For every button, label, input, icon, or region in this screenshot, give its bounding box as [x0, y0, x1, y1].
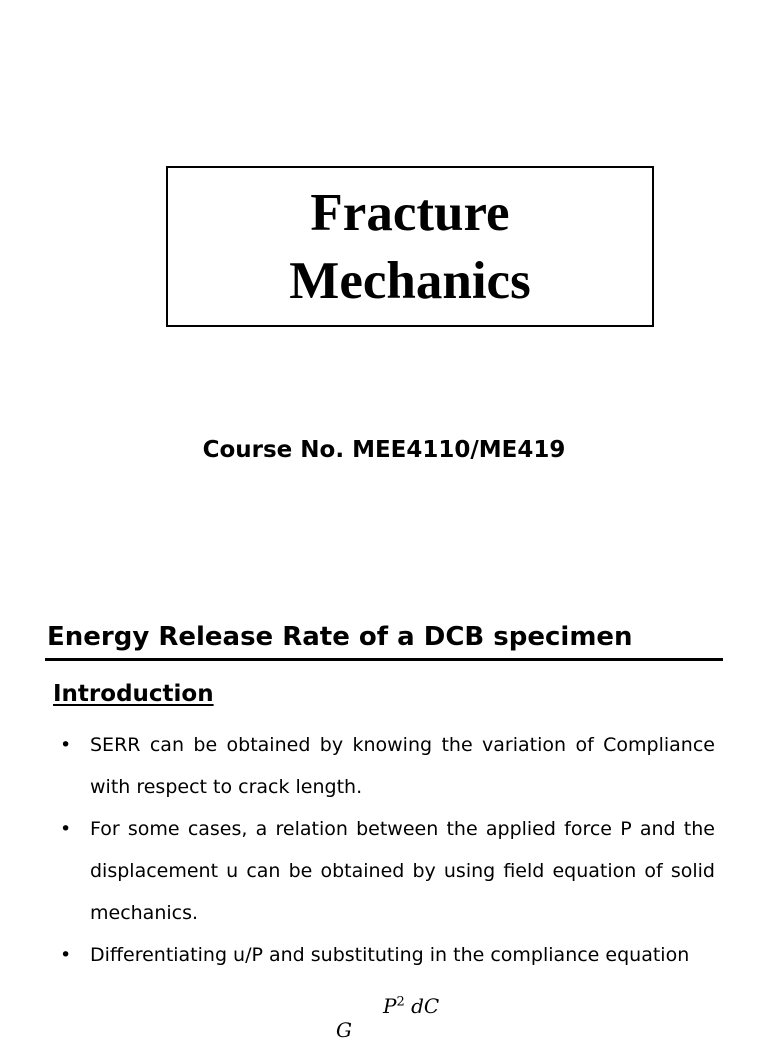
bullet-text: SERR can be obtained by knowing the variation of Compliance with respect to crack length.	[90, 734, 715, 798]
subheading-introduction: Introduction	[53, 681, 214, 707]
title-line-1: Fracture	[310, 183, 510, 242]
formula-numerator-base: P	[383, 994, 397, 1018]
heading-rule	[45, 658, 723, 661]
bullet-text: For some cases, a relation between the applied force P and the displacement u can be obtained by using field equation of solid mechanics.	[90, 818, 715, 924]
bullet-icon: •	[60, 818, 72, 840]
list-item	[60, 724, 715, 808]
formula-lhs: G	[336, 1018, 352, 1042]
title-line-2: Mechanics	[289, 251, 531, 310]
bullet-icon: •	[60, 734, 72, 756]
section-heading: Energy Release Rate of a DCB specimen	[47, 622, 633, 652]
bullet-list	[60, 724, 715, 976]
course-number: Course No. MEE4110/ME419	[202, 437, 566, 463]
bullet-icon: •	[60, 944, 72, 966]
formula-numerator-exponent: 2	[396, 994, 405, 1010]
formula-numerator-diff: dC	[411, 994, 440, 1018]
bullet-text: Differentiating u/P and substituting in the compliance equation	[90, 944, 690, 966]
title-box	[166, 166, 654, 327]
list-item	[60, 808, 715, 934]
list-item	[60, 934, 715, 976]
formula-numerator	[383, 994, 439, 1018]
